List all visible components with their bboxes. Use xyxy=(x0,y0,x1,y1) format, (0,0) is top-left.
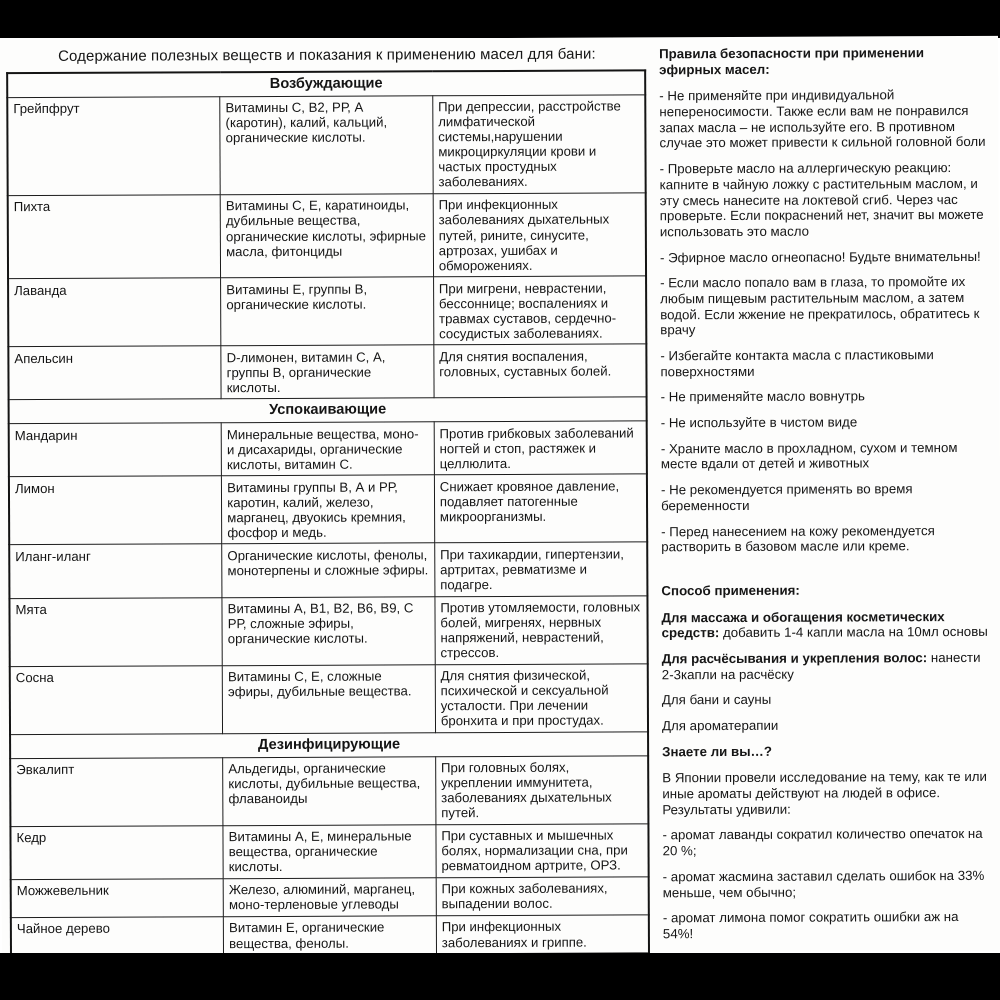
table-row xyxy=(8,344,646,400)
substances-cell: Витамины С, Е, сложные эфиры, дубильные вещества. xyxy=(222,665,435,734)
oil-name-cell: Пихта xyxy=(8,195,221,279)
substances-cell: Витамины А, Е, минеральные вещества, органические кислоты. xyxy=(223,825,436,879)
indications-cell: Против утомляемости, головных болей, мигренях, нервных напряжений, неврастений, стрессов. xyxy=(435,595,648,664)
safety-rule-item: - Не применяйте при индивидуальной непереносимости. Также если вам не понравился запах масла – не используйте его. В противном случае это может привести к сильной головной боли xyxy=(659,87,986,151)
table-row xyxy=(10,755,648,826)
did-you-know-item: - аромат лимона помог сократить ошибки аж на 54%! xyxy=(662,909,959,942)
oil-name-cell: Эвкалипт xyxy=(10,757,223,826)
substances-cell: D-лимонен, витамин С, А, группы В, органические кислоты. xyxy=(221,345,434,399)
indications-cell: При инфекционных заболеваниях дыхательных путей, рините, синусите, артрозах, ушибах и обморожениях. xyxy=(433,193,646,277)
oil-name-cell: Грейпфрут xyxy=(7,96,220,195)
oil-name-cell: Лимон xyxy=(9,476,222,545)
indications-cell: Для снятия воспаления, головных, суставных болей. xyxy=(434,344,647,398)
oil-name-cell: Можжевельник xyxy=(11,879,224,918)
indications-cell: При мигрени, неврастении, бессоннице; воспалениях и травмах суставов, сердечно-сосудистых заболеваниях. xyxy=(433,276,646,345)
usage-item-label: Для массажа и обогащения косметических средств: xyxy=(661,608,945,641)
section-header-row xyxy=(9,397,647,423)
substances-cell: Минеральные вещества, моно- и дисахариды, органические кислоты, витамин С. xyxy=(221,422,434,476)
safety-rule-item: - Эфирное масло огнеопасно! Будьте внимательны! xyxy=(659,248,981,265)
safety-rule-item: - Не используйте в чистом виде xyxy=(660,414,858,431)
safety-rule-item: - Перед нанесением на кожу рекомендуется растворить в базовом масле или креме. xyxy=(661,522,935,555)
oil-name-cell: Чайное дерево xyxy=(11,917,224,956)
usage-title: Способ применения: xyxy=(661,582,800,599)
safety-rule-item: - Если масло попало вам в глаза, то промойте их любым пищевым растительным маслом, а затем водой. Если жжение не прекратилось, обратитесь к врачу xyxy=(660,274,980,338)
substances-cell: Витамины С, В2, РР, А (каротин), калий, кальций, органические кислоты. xyxy=(220,95,433,194)
substances-cell: Железо, алюминий, марганец, моно-терленовые углеводы xyxy=(223,878,436,917)
indications-cell: При тахикардии, гипертензии, артритах, ревматизме и подагре. xyxy=(435,542,648,596)
oil-name-cell: Лаванда xyxy=(8,278,221,347)
oil-name-cell: Кедр xyxy=(10,825,223,879)
substances-cell: Витамины А, В1, В2, В6, В9, С РР, сложные эфиры, органические кислоты. xyxy=(222,596,435,665)
table-row xyxy=(7,94,645,195)
section-header-row xyxy=(10,732,648,758)
did-you-know-intro: В Японии провели исследование на тему, как те или иные ароматы действуют на людей в офисе. Результаты удивили: xyxy=(662,769,987,818)
table-row xyxy=(9,542,647,598)
oil-name-cell: Сосна xyxy=(10,665,223,734)
usage-item: Для массажа и обогащения косметических средств: добавить 1-4 капли масла на 10мл основы xyxy=(661,608,988,641)
table-row xyxy=(10,664,648,735)
safety-rule-item: - Проверьте масло на аллергическую реакцию: капните в чайную ложку с растительным маслом, и эту смесь нанесите на локтевой сгиб. Через час проверьте. Если покраснений нет, значит вы можете использовать это масло xyxy=(659,160,984,240)
top-black-bar xyxy=(0,0,1000,38)
bottom-black-bar xyxy=(0,953,1000,1000)
table-row xyxy=(10,824,648,880)
substances-cell: Альдегиды, органические кислоты, дубильные вещества, флаваноиды xyxy=(223,756,436,825)
usage-item-label: Для расчёсывания и укрепления волос: xyxy=(661,650,928,667)
oils-table xyxy=(6,69,650,995)
oil-name-cell: Мандарин xyxy=(9,423,222,477)
indications-cell: Против грибковых заболеваний ногтей и стоп, растяжек и целлюлита. xyxy=(434,421,647,475)
oil-name-cell: Мята xyxy=(9,597,222,666)
did-you-know-item: - аромат жасмина заставил сделать ошибок на 33% меньше, чем обычно; xyxy=(662,867,985,900)
safety-rule-item: - Не рекомендуется применять во время беременности xyxy=(660,481,913,514)
did-you-know-item: - аромат лаванды сократил количество опечаток на 20 %; xyxy=(662,826,983,859)
did-you-know-title: Знаете ли вы…? xyxy=(662,743,772,759)
indications-cell: При инфекционных заболеваниях и гриппе. xyxy=(436,915,649,954)
table-row xyxy=(8,193,646,279)
sidebar xyxy=(650,36,1000,953)
table-row xyxy=(11,915,649,956)
oil-name-cell: Апельсин xyxy=(8,346,221,400)
indications-cell: При головных болях, укреплении иммунитета, заболеваниях дыхательных путей. xyxy=(435,755,648,824)
table-row xyxy=(8,276,646,347)
substances-cell: Витамины С, Е, каратиноиды, дубильные вещества, органические кислоты, эфирные масла, фитонциды xyxy=(220,194,433,278)
indications-cell: Снижает кровяное давление, подавляет патогенные микроорганизмы. xyxy=(434,474,647,543)
section-header: Успокаивающие xyxy=(9,397,647,423)
indications-cell: При кожных заболеваниях, выпадении волос. xyxy=(436,877,649,916)
oil-name-cell: Иланг-иланг xyxy=(9,544,222,598)
section-header: Дезинфицирующие xyxy=(10,732,648,758)
table-row xyxy=(9,474,647,545)
substances-cell: Витамины группы В, А и РР, каротин, калий, железо, марганец, двуокись кремния, фосфор и медь. xyxy=(222,475,435,544)
usage-item: Для расчёсывания и укрепления волос: нанести 2-3капли на расчёску xyxy=(661,649,981,682)
table-row xyxy=(9,421,647,477)
substances-cell: Витамин Е, органические вещества, фенолы. xyxy=(223,916,436,955)
substances-cell: Органические кислоты, фенолы, монотерпены и сложные эфиры. xyxy=(222,543,435,597)
usage-item: Для бани и сауны xyxy=(661,692,772,708)
safety-rule-item: - Избегайте контакта масла с пластиковыми поверхностями xyxy=(660,347,934,379)
safety-rule-item: - Храните масло в прохладном, сухом и темном месте вдали от детей и животных xyxy=(660,439,958,472)
table-row xyxy=(9,595,647,666)
section-header: Возбуждающие xyxy=(7,70,645,97)
substances-cell: Витамины Е, группы В, органические кислоты. xyxy=(221,277,434,346)
page-title: Содержание полезных веществ и показания к применению масел для бани: xyxy=(58,45,596,65)
safety-rules-title: Правила безопасности при применении эфирных масел: xyxy=(659,45,925,77)
indications-cell: При суставных и мышечных болях, нормализации сна, при ревматоидном артрите, ОРЗ. xyxy=(436,824,649,878)
table-row xyxy=(11,877,649,918)
usage-item: Для ароматерапии xyxy=(661,717,779,734)
indications-cell: При депрессии, расстройстве лимфатической системы,нарушении микроциркуляции крови и частых простудных заболеваниях. xyxy=(433,94,646,193)
scanned-page xyxy=(0,36,1000,955)
table-column xyxy=(0,37,654,955)
indications-cell: Для снятия физической, психической и сексуальной усталости. При лечении бронхита и при простудах. xyxy=(435,664,648,733)
section-header-row xyxy=(7,70,645,97)
safety-rule-item: - Не применяйте масло вовнутрь xyxy=(660,388,865,405)
